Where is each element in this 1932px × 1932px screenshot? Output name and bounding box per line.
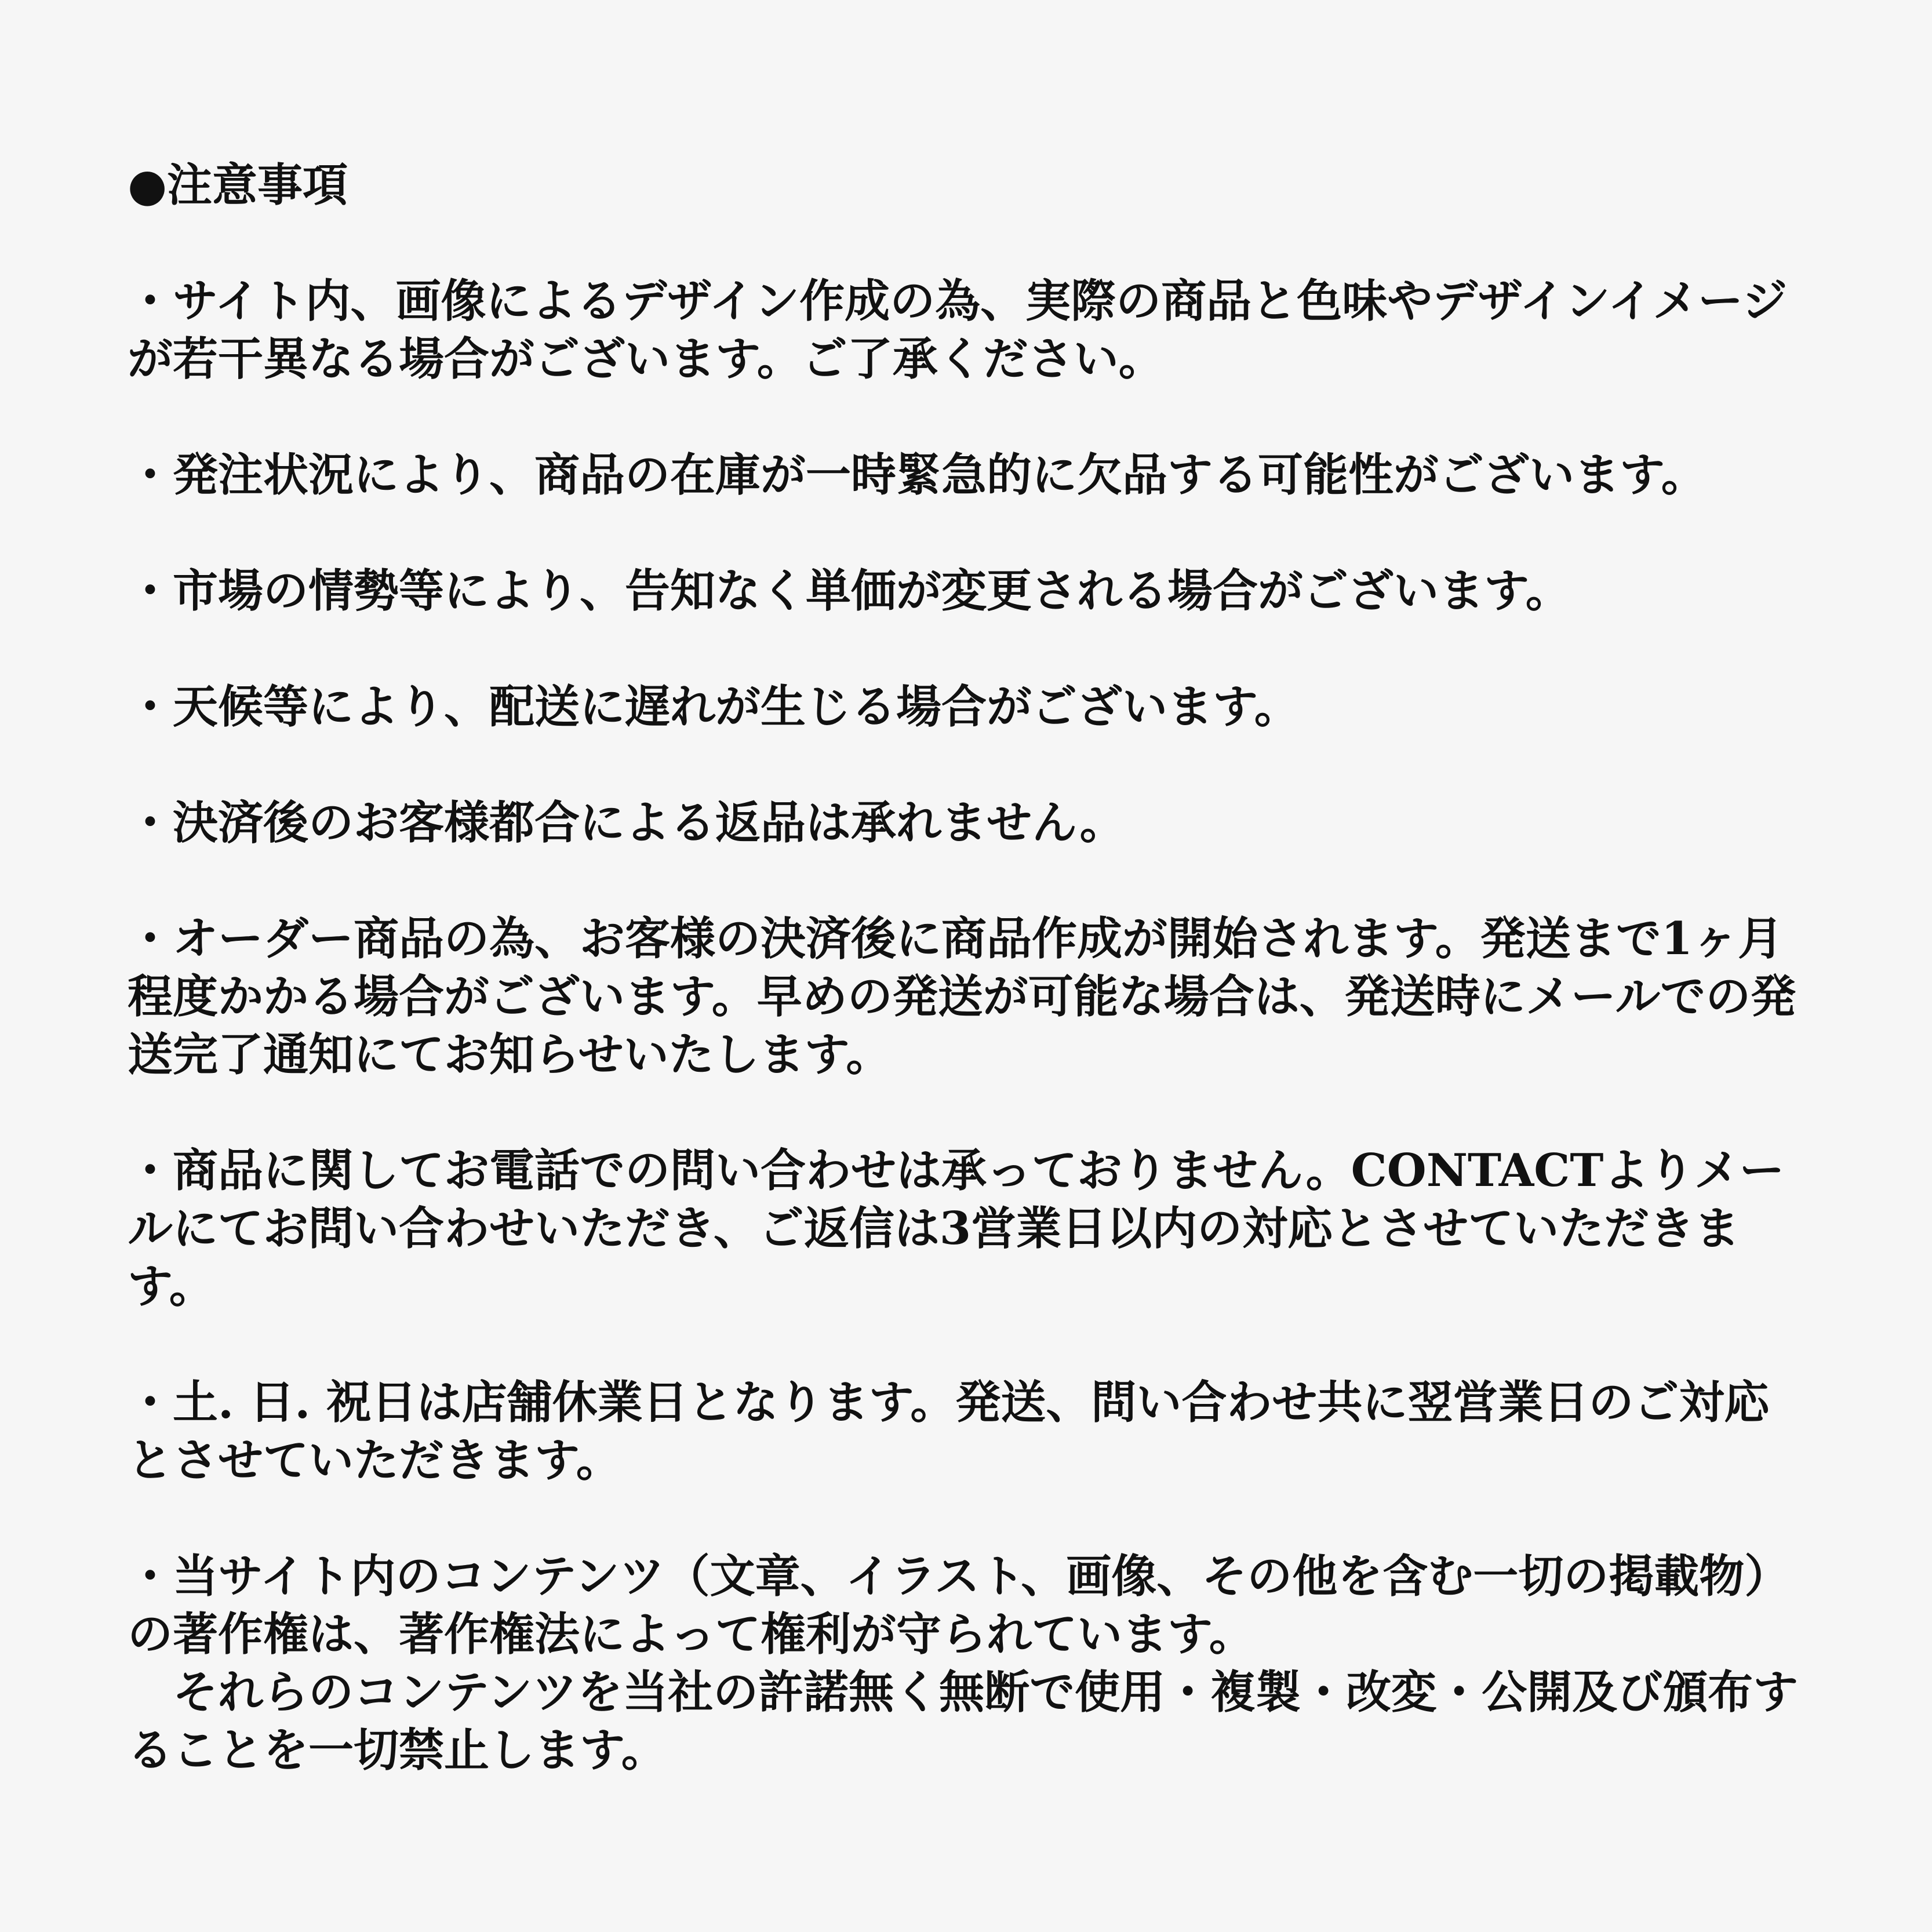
section-heading: ●注意事項 xyxy=(128,159,348,212)
notice-document xyxy=(128,157,1809,1780)
notice-item-order-shipping: ・オーダー商品の為、お客様の決済後に商品作成が開始されます。発送まで1ヶ月程度かかる場合がございます。早めの発送が可能な場合は、発送時にメールでの発送完了通知にてお知らせいたします。 xyxy=(128,912,1796,1081)
notice-item-price: ・市場の情勢等により、告知なく単価が変更される場合がございます。 xyxy=(128,565,1571,617)
notice-item-design-color: ・サイト内、画像によるデザイン作成の為、実際の商品と色味やデザインイメージが若干異なる場合がございます。ご了承ください。 xyxy=(128,275,1788,385)
notice-item-returns: ・決済後のお客様都合による返品は承れません。 xyxy=(128,796,1125,849)
notice-item-holidays: ・土. 日. 祝日は店舗休業日となります。発送、問い合わせ共に翌営業日のご対応とさせていただきます。 xyxy=(128,1376,1770,1487)
notice-item-copyright: ・当サイト内のコンテンツ（文章、イラスト、画像、その他を含む一切の掲載物）の著作権は、著作権法によって権利が守られています。 それらのコンテンツを当社の許諾無く無断で使用・複製・改変・公開及び頒布することを一切禁止します。 xyxy=(128,1550,1799,1777)
notice-item-weather-delay: ・天候等により、配送に遅れが生じる場合がございます。 xyxy=(128,681,1300,733)
notice-item-contact: ・商品に関してお電話での問い合わせは承っておりません。CONTACTよりメールにてお問い合わせいただき、ご返信は3営業日以内の対応とさせていただきます。 xyxy=(128,1144,1785,1313)
notice-item-stock: ・発注状況により、商品の在庫が一時緊急的に欠品する可能性がございます。 xyxy=(128,449,1707,501)
